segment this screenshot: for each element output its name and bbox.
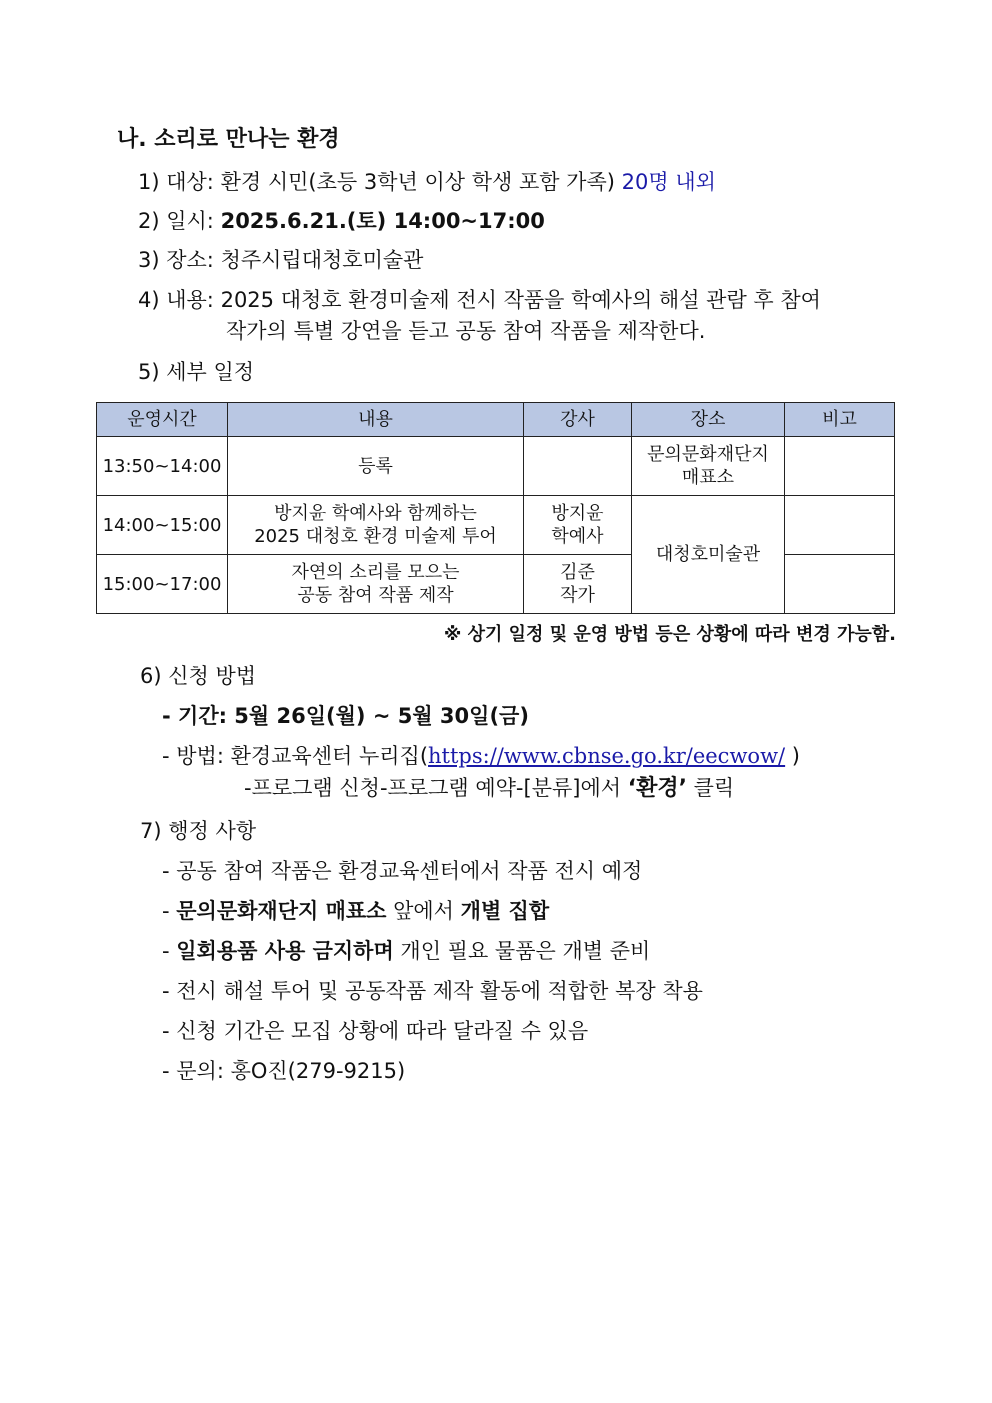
- apply-title: 6) 신청 방법: [140, 664, 257, 688]
- date-line: [138, 207, 545, 235]
- cell-content-line1: 자연의 소리를 모으는: [291, 562, 460, 583]
- cell-time: 14:00~15:00: [97, 496, 228, 555]
- cell-content: [228, 555, 524, 614]
- method-label: - 방법: 환경교육센터 누리집(: [162, 744, 429, 768]
- method-close: ): [785, 744, 800, 768]
- content-label: 4) 내용:: [138, 288, 214, 312]
- website-link[interactable]: https://www.cbnse.go.kr/eecwow/: [428, 744, 786, 768]
- cell-instructor-line1: 김준: [560, 562, 595, 583]
- table-header-row: [97, 403, 895, 437]
- content-text-2: 작가의 특별 강연을 듣고 공동 참여 작품을 제작한다.: [226, 319, 706, 343]
- schedule-table: [96, 402, 895, 614]
- table-footnote: ※ 상기 일정 및 운영 방법 등은 상황에 따라 변경 가능함.: [443, 624, 896, 645]
- cell-place-line1: 문의문화재단지: [647, 444, 769, 465]
- cell-content-line1: 방지윤 학예사와 함께하는: [274, 503, 477, 524]
- table-row: [97, 496, 895, 555]
- date-value: 2025.6.21.(토) 14:00~17:00: [220, 209, 545, 233]
- cell-instructor-line2: 작가: [560, 585, 595, 606]
- place-value: 청주시립대청호미술관: [220, 248, 424, 272]
- cell-content-line2: 2025 대청호 환경 미술제 투어: [254, 526, 497, 547]
- target-line: [138, 168, 716, 196]
- apply-path: [244, 774, 734, 803]
- admin-item-disposable: [162, 937, 650, 965]
- target-highlight: 20명 내외: [621, 170, 716, 194]
- cell-time: 13:50~14:00: [97, 437, 228, 496]
- cell-content-line2: 공동 참여 작품 제작: [297, 585, 454, 606]
- apply-period: - 기간: 5월 26일(월) ~ 5월 30일(금): [162, 704, 529, 728]
- path-prefix: -프로그램 신청-프로그램 예약-[분류]에서: [244, 776, 628, 800]
- cell-place-merged: 대청호미술관: [632, 496, 785, 614]
- admin-item-exhibit: - 공동 참여 작품은 환경교육센터에서 작품 전시 예정: [162, 859, 643, 883]
- content-text-1: 2025 대청호 환경미술제 전시 작품을 학예사의 해설 관람 후 참여: [220, 288, 821, 312]
- section-heading: 나. 소리로 만나는 환경: [117, 127, 340, 152]
- admin-item-period: - 신청 기간은 모집 상황에 따라 달라질 수 있음: [162, 1019, 589, 1043]
- date-label: 2) 일시:: [138, 209, 214, 233]
- content-line-1: [138, 286, 821, 314]
- cell-content: [228, 437, 524, 496]
- cell-note: [785, 437, 895, 496]
- header-time: 운영시간: [97, 403, 228, 437]
- cell-instructor-line1: 방지윤: [551, 503, 604, 524]
- cell-time: 15:00~17:00: [97, 555, 228, 614]
- place-line: [138, 246, 423, 274]
- cell-note: [785, 496, 895, 555]
- path-suffix: 클릭: [686, 776, 735, 800]
- admin-item-meeting: [162, 897, 549, 925]
- header-note: 비고: [785, 403, 895, 437]
- admin-item-contact: - 문의: 홍O진(279-9215): [162, 1059, 406, 1083]
- item3-rest: 개인 필요 물품은 개별 준비: [393, 939, 651, 963]
- apply-method: [162, 742, 800, 770]
- cell-instructor-line2: 학예사: [551, 526, 604, 547]
- admin-title: 7) 행정 사항: [140, 819, 257, 843]
- item2-bold-gather: 개별 집합: [460, 899, 550, 923]
- item2-bold-place: 문의문화재단지 매표소: [176, 899, 387, 923]
- item3-bold: 일회용품 사용 금지하며: [176, 939, 394, 963]
- cell-instructor: [524, 555, 632, 614]
- place-label: 3) 장소:: [138, 248, 214, 272]
- item3-dash: -: [162, 939, 177, 963]
- header-instructor: 강사: [524, 403, 632, 437]
- header-place: 장소: [632, 403, 785, 437]
- cell-place-line2: 매표소: [681, 467, 735, 488]
- cell-place: [632, 437, 785, 496]
- header-content: 내용: [228, 403, 524, 437]
- item2-dash: -: [162, 899, 177, 923]
- table-row: [97, 437, 895, 496]
- cell-instructor: [524, 437, 632, 496]
- path-keyword: ‘환경’: [627, 776, 687, 801]
- admin-item-clothing: - 전시 해설 투어 및 공동작품 제작 활동에 적합한 복장 착용: [162, 979, 703, 1003]
- cell-note: [785, 555, 895, 614]
- cell-content-text: 등록: [358, 455, 393, 477]
- item2-mid: 앞에서: [386, 899, 461, 923]
- cell-instructor: [524, 496, 632, 555]
- cell-content: [228, 496, 524, 555]
- schedule-title: 5) 세부 일정: [138, 360, 255, 384]
- target-label: 1) 대상:: [138, 170, 214, 194]
- target-text: 환경 시민(초등 3학년 이상 학생 포함 가족): [220, 170, 615, 194]
